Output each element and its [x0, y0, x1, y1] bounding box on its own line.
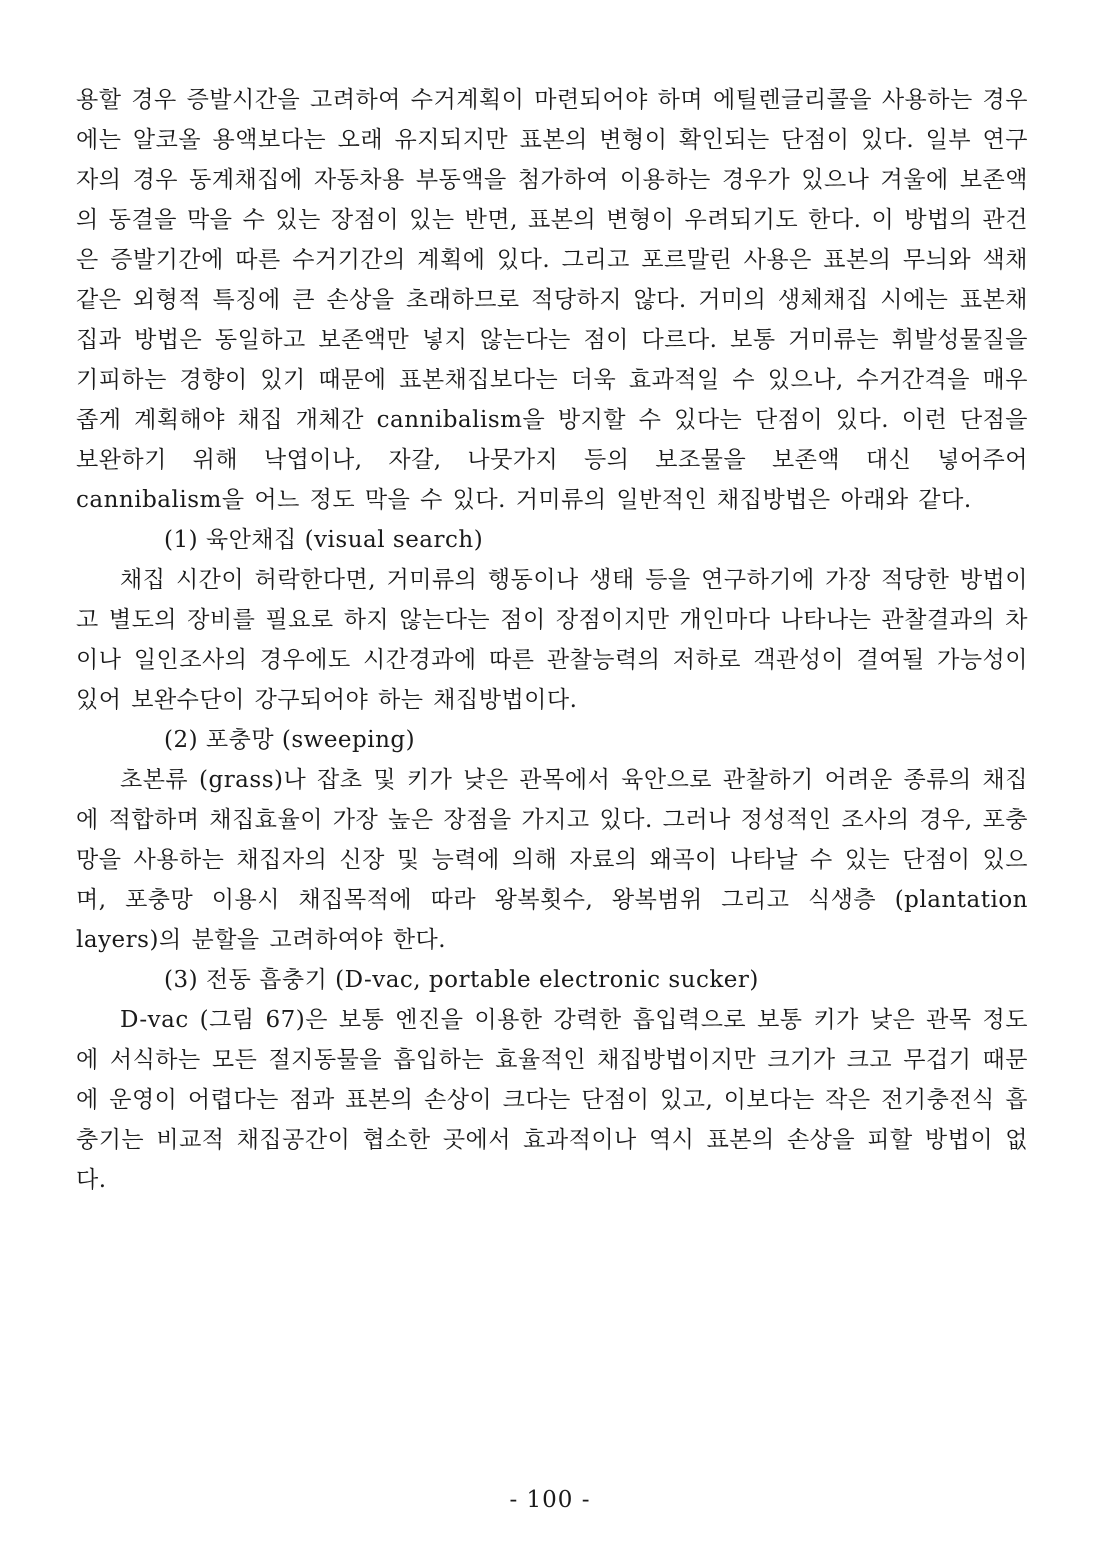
- page-number: - 100 -: [509, 1487, 591, 1513]
- paragraph-intro: 용할 경우 증발시간을 고려하여 수거계획이 마련되어야 하며 에틸렌글리콜을 사용하는 경우에는 알코올 용액보다는 오래 유지되지만 표본의 변형이 확인되는 단점이 있다. 일부 연구자의 경우 동계채집에 자동차용 부동액을 첨가하여 이용하는 경우가 있으나 겨울에 보존액의 동결을 막을 수 있는 장점이 있는 반면, 표본의 변형이 우려되기도 한다. 이 방법의 관건은 증발기간에 따른 수거기간의 계획에 있다. 그리고 포르말린 사용은 표본의 무늬와 색채 같은 외형적 특징에 큰 손상을 초래하므로 적당하지 않다. 거미의 생체채집 시에는 표본채집과 방법은 동일하고 보존액만 넣지 않는다는 점이 다르다. 보통 거미류는 휘발성물질을 기피하는 경향이 있기 때문에 표본채집보다는 더욱 효과적일 수 있으나, 수거간격을 매우 좁게 계획해야 채집 개체간 cannibalism을 방지할 수 있다는 단점이 있다. 이런 단점을 보완하기 위해 낙엽이나, 자갈, 나뭇가지 등의 보조물을 보존액 대신 넣어주어 cannibalism을 어느 정도 막을 수 있다. 거미류의 일반적인 채집방법은 아래와 같다.: [76, 87, 1028, 513]
- paragraph-d-vac: D-vac (그림 67)은 보통 엔진을 이용한 강력한 흡입력으로 보통 키가 낮은 관목 정도에 서식하는 모든 절지동물을 흡입하는 효율적인 채집방법이지만 크기가 크고 무겁기 때문에 운영이 어렵다는 점과 표본의 손상이 크다는 단점이 있고, 이보다는 작은 전기충전식 흡충기는 비교적 채집공간이 협소한 곳에서 효과적이나 역시 표본의 손상을 피할 방법이 없다.: [76, 1007, 1028, 1193]
- document-page: [76, 80, 1028, 1200]
- paragraph-sweeping: 초본류 (grass)나 잡초 및 키가 낮은 관목에서 육안으로 관찰하기 어려운 종류의 채집에 적합하며 채집효율이 가장 높은 장점을 가지고 있다. 그러나 정성적인 조사의 경우, 포충망을 사용하는 채집자의 신장 및 능력에 의해 자료의 왜곡이 나타날 수 있는 단점이 있으며, 포충망 이용시 채집목적에 따라 왕복횟수, 왕복범위 그리고 식생층 (plantation layers)의 분할을 고려하여야 한다.: [76, 767, 1028, 953]
- heading-visual-search: (1) 육안채집 (visual search): [164, 527, 484, 553]
- heading-sweeping: (2) 포충망 (sweeping): [164, 727, 416, 753]
- paragraph-visual-search: 채집 시간이 허락한다면, 거미류의 행동이나 생태 등을 연구하기에 가장 적당한 방법이고 별도의 장비를 필요로 하지 않는다는 점이 장점이지만 개인마다 나타나는 관찰결과의 차이나 일인조사의 경우에도 시간경과에 따른 관찰능력의 저하로 객관성이 결여될 가능성이 있어 보완수단이 강구되어야 하는 채집방법이다.: [76, 567, 1028, 713]
- heading-d-vac: (3) 전동 흡충기 (D-vac, portable electronic sucker): [164, 967, 759, 993]
